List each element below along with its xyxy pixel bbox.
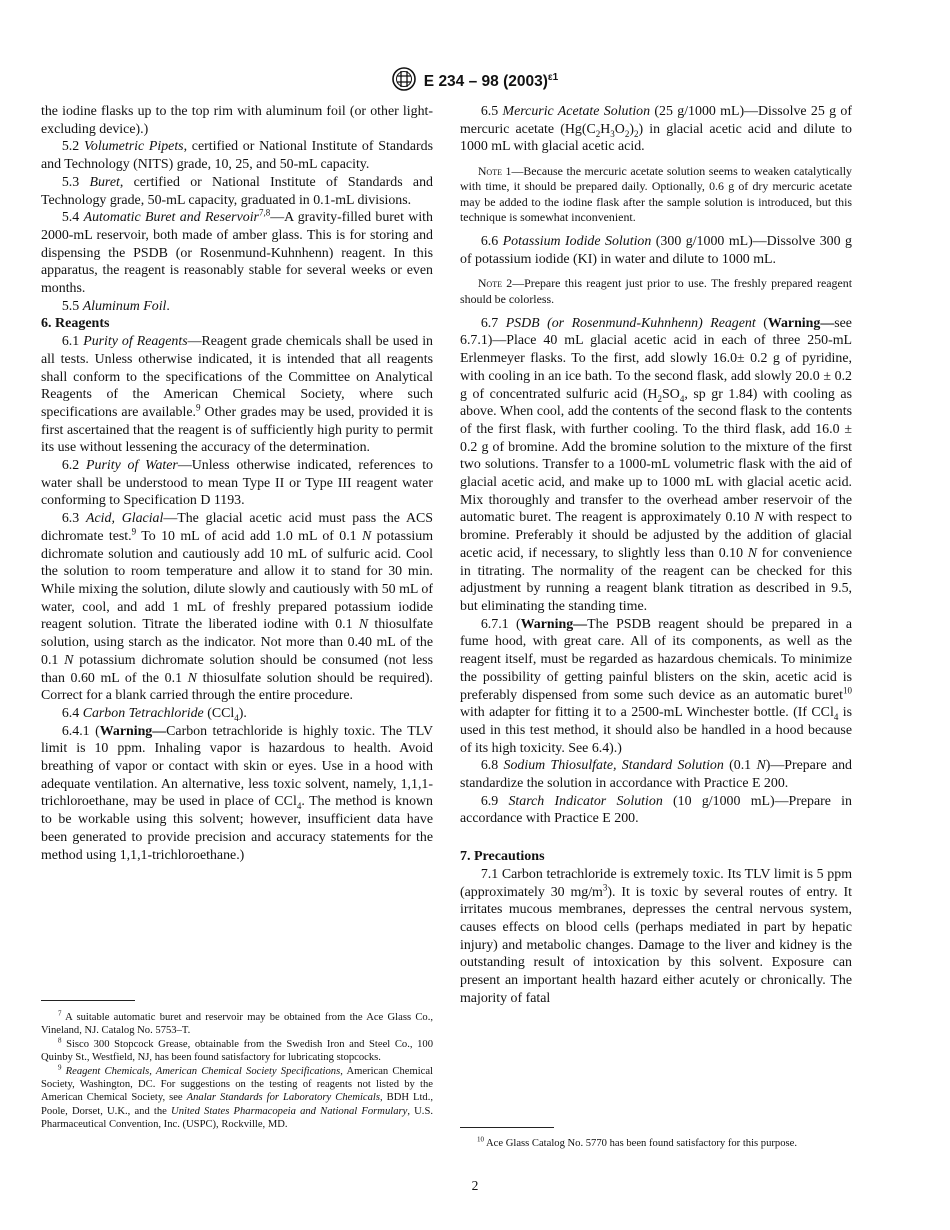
section-6-4-1: 6.4.1 (Warning—Carbon tetrachloride is highly toxic. The TLV limit is 10 ppm. Inhaling vapor is hazardous to health. Avoid breathing of vapor or contact with skin or eyes. Use in a hood with adequate ventilation. An alternative, less toxic solvent, namely, 1,1,1-trichloroethane, may be used in place of CCl$_4$. The method is known to be workable using this solvent; however, insufficient data have been generated to provide precision and accuracy statements for the method using 1,1,1-trichloroethane.) [41, 723, 433, 863]
footnote-9: $^9$ Reagent Chemicals, American Chemical Society Specifications, American Chemical Society, Washington, DC. For suggestions on the testing of reagents not listed by the American Chemical Society, see Analar Standards for Laboratory Chemicals, BDH Ltd., Poole, Dorset, U.K., and the United States Pharmacopeia and National Formulary, U.S. Pharmaceutical Convention, Inc. (USPC), Rockville, MD. [41, 1063, 434, 1131]
section-5-4: 5.4 Automatic Buret and Reservoir$^{7,8}$—A gravity-filled buret with 2000-mL reservoir, both made of amber glass. This is for storing and dispensing the PSDB (or Rosenmund-Kuhnhenn) reagent. In this apparatus, the reagent is reasonably stable for several weeks or even months. [41, 207, 433, 297]
section-6-7: 6.7 PSDB (or Rosenmund-Kuhnhenn) Reagent (Warning—see 6.7.1)—Place 40 mL glacial acetic acid in each of three 250-mL Erlenmeyer flasks. To the first, add slowly 16.0± 0.2 g of pyridine, with cooling in an ice bath. To the second flask, add slowly 20.0 ± 0.2 g of concentrated sulfuric acid ($H_2SO_4$, sp gr 1.84) with cooling as above. When cool, add the contents of the second flask to the contents of the first flask, with further cooling. To the third flask, add 16.0 ± 0.2 g of bromine. Add the bromine solution to the mixture of the first two solutions. Transfer to a 1000-mL volumetric flask with the aid of glacial acetic acid, and make up to 1000 mL with glacial acetic acid. Mix thoroughly and transfer to the overhead amber reservoir of the automatic buret. The reagent is approximately 0.10 N with respect to bromine. Preferably it should be adjusted by the addition of glacial acetic acid, if necessary, to slightly less than 0.10 N for convenience in titrating. The normality of the reagent can be checked for this adjustment by running a reagent blank titration as described in 9.5, but eliminating the standing time. [460, 315, 852, 614]
section-7-1: 7.1 Carbon tetrachloride is extremely toxic. Its TLV limit is 5 ppm (approximately 30 $mg/m^3$). It is toxic by several routes of entry. It irritates mucous membranes, depresses the central nervous system, causes effects on blood cells (perhaps mediated in part by hepatic injury) and metabolic changes. Damage to the liver and kidney is the outstanding result of intoxication by this solvent. Exposure can present an important health hazard either acutely or chronically. The majority of fatal [460, 866, 853, 1006]
section-6-1: 6.1 Purity of Reagents—Reagent grade chemicals shall be used in all tests. Unless otherwise indicated, it is intended that all reagents shall conform to the specifications of the Committee on Analytical Reagents of the American Chemical Society, where such specifications are available.$^9$ Other grades may be used, provided it is first ascertained that the reagent is of sufficiently high purity to permit its use without lessening the accuracy of the determination. [41, 334, 433, 456]
section-5-2: 5.2 Volumetric Pipets, certified or National Institute of Standards and Technology (NITS) grade, 10, 25, and 50-mL capacity. [41, 139, 434, 173]
section-6-4: 6.4 Carbon Tetrachloride (CCl$_4$). [61, 705, 247, 723]
note-1: Note 1—Because the mercuric acetate solution seems to weaken catalytically with time, it should be prepared daily. Optionally, 0.6 g of dry mercuric acetate may be added to the iodine flask after the sample solution is introduced, but this technique is somewhat inconvenient. [460, 164, 852, 224]
right-column [460, 103, 852, 1007]
footnote-10: $^{10}$ Ace Glass Catalog No. 5770 has been found satisfactory for this purpose. [476, 1135, 797, 1149]
astm-logo-icon [392, 67, 416, 91]
footnote-7: $^7$ A suitable automatic buret and reservoir may be obtained from the Ace Glass Co., Vineland, NJ. Catalog No. 5753–T. [41, 1009, 433, 1037]
footnote-divider-right [460, 1127, 554, 1128]
heading-reagents: 6. Reagents [41, 316, 110, 332]
section-5-3: 5.3 Buret, certified or National Institute of Standards and Technology grade, 50-mL capacity, graduated in 0.1-mL divisions. [41, 174, 433, 208]
document-designation: E 234 – 98 $(2003)^{\varepsilon 1}$ [423, 71, 559, 90]
footnote-divider-left [41, 1000, 135, 1001]
section-6-2: 6.2 Purity of Water—Unless otherwise indicated, references to water shall be understood to mean Type II or Type III reagent water conforming to Specification D 1193. [41, 458, 433, 509]
section-6-7-1: 6.7.1 (Warning—The PSDB reagent should be prepared in a fume hood, with great care. All of its components, as well as the reagent itself, must be regarded as hazardous chemicals. To minimize the possibility of getting painful blisters on the skin, acetic acid is preferably dispensed from some such device as an automatic buret$^{10}$ with adapter for fitting it to a 2500-mL Winchester bottle. (If CCl$_4$ is used in this test method, it should also be handled in a hood because of its high toxicity. See 6.4).) [460, 616, 852, 756]
heading-precautions: 7. Precautions [460, 849, 545, 865]
paragraph-continuation: the iodine flasks up to the top rim with aluminum foil (or other light-excluding device).) [41, 104, 433, 137]
section-6-3: 6.3 Acid, Glacial—The glacial acetic acid must pass the ACS dichromate test.$^9$ To 10 mL of acid add 1.0 mL of 0.1 N potassium dichromate solution and cautiously add 10 mL of sulfuric acid. Cool the solution to room temperature and allow it to stand for 30 min. While mixing the solution, dilute slowly and cautiously with 50 mL of water, cool, and add 1 mL of freshly prepared potassium iodide reagent solution. Titrate the liberated iodine with 0.1 N thiosulfate solution, using starch as the indicator. Not more than 0.40 mL of the 0.1 N potassium dichromate solution should be consumed (not less than 0.60 mL of the 0.1 N thiosulfate solution should be required). Correct for a blank carried through the entire procedure. [41, 511, 434, 704]
section-5-5: 5.5 Aluminum Foil. [61, 298, 170, 314]
section-6-9: 6.9 Starch Indicator Solution (10 g/1000 mL)—Prepare in accordance with Practice E 200. [460, 793, 852, 827]
page-header [0, 67, 950, 91]
left-column [41, 103, 433, 864]
section-6-6: 6.6 Potassium Iodide Solution (300 g/1000 mL)—Dissolve 300 g of potassium iodide (KI) in water and dilute to 1000 mL. [460, 233, 852, 267]
footnote-8: $^8$ Sisco 300 Stopcock Grease, obtainable from the Swedish Iron and Steel Co., 100 Quinby St., Westfield, NJ, has been found satisfactory for lubricating stopcocks. [41, 1036, 433, 1064]
footnotes-right [460, 1137, 852, 1150]
section-6-5: 6.5 Mercuric Acetate Solution (25 g/1000 mL)—Dissolve 25 g of mercuric acetate $(Hg(C_2H_3O_2)_2)$ in glacial acetic acid and dilute to 1000 mL with glacial acetic acid. [460, 104, 852, 155]
page-number: 2 [471, 1178, 479, 1193]
footnotes-left [41, 1011, 433, 1132]
note-2: Note 2—Prepare this reagent just prior to use. The freshly prepared reagent should be colorless. [460, 276, 852, 306]
section-6-8: 6.8 Sodium Thiosulfate, Standard Solution (0.1 N)—Prepare and standardize the solution in accordance with Practice E 200. [460, 758, 852, 792]
